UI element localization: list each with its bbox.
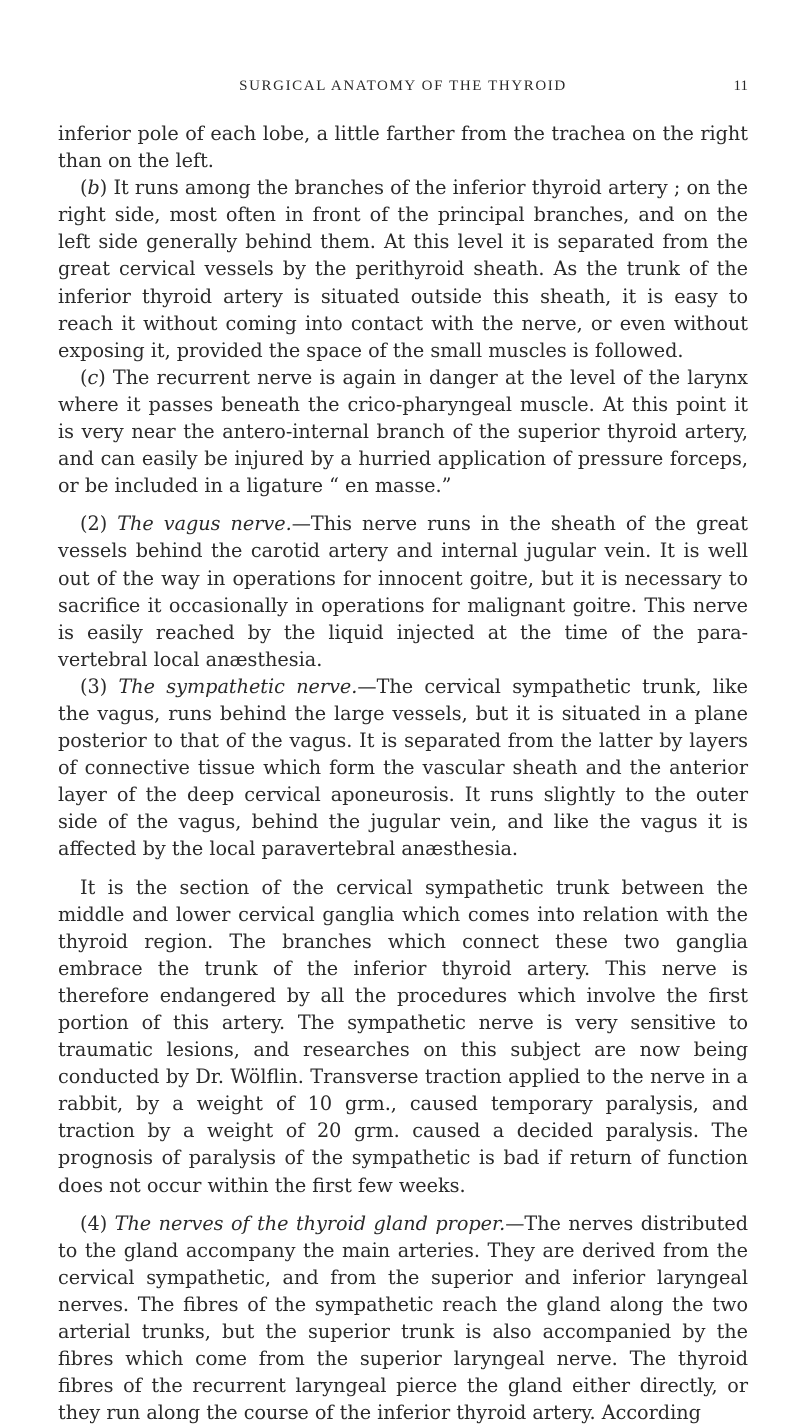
paragraph: (b) It runs among the branches of the inferior thyroid artery ; on the right side, most often in front of the principal branches, and on the left side generally behind them. At this level it is separated from the great cervical vessels by the perithyroid sheath. As the trunk of the inferior thyroid artery is situated outside this sheath, it is easy to reach it without coming into contact with the nerve, or even without exposing it, provided the space of the small muscles is followed. — [58, 176, 748, 362]
paragraph — [58, 874, 748, 1199]
running-title: SURGICAL ANATOMY OF THE THYROID — [239, 78, 567, 94]
paragraph-text: inferior pole of each lobe, a little farther from the trachea on the right than on the left. — [58, 122, 748, 173]
paragraph-text: It is the section of the cervical sympathetic trunk between the middle and lower cervical ganglia which comes into relation with the thyroid region. The branches which connect these two ganglia embrace the trunk of the inferior thyroid artery. This nerve is therefore endangered by all the procedures which involve the first portion of this artery. The sympathetic nerve is very sensitive to traumatic lesions, and researches on this subject are now being conducted by Dr. Wölflin. Transverse traction applied to the nerve in a rabbit, by a weight of 10 grm., caused temporary paralysis, and traction by a weight of 20 grm. caused a decided paralysis. The prognosis of paralysis of the sympathetic is bad if return of function does not occur within the first few weeks. — [58, 875, 748, 1197]
paragraph — [58, 673, 748, 863]
paragraph — [58, 120, 748, 174]
paragraph-text: It runs among the branches of the inferior thyroid artery ; on the right side, most often in front of the principal branches, and on the left side generally behind them. At this level it is separated from the great cervical vessels by the perithyroid sheath. As the trunk of the inferior thyroid artery is situated outside this sheath, it is easy to reach it without coming into contact with the nerve, or even without exposing it, provided the space of the small muscles is followed. — [58, 176, 748, 362]
body-text — [58, 120, 748, 1426]
paragraph — [58, 1210, 748, 1426]
section-number: (3) — [80, 674, 108, 698]
paragraph-text: —This nerve runs in the sheath of the great vessels behind the carotid artery and internal jugular vein. It is well out of the way in operations for innocent goitre, but it is necessary to sacrifice it occasionally in operations for malignant goitre. This nerve is easily reached by the liquid injected at the time of the para-vertebral local anæsthesia. — [58, 512, 748, 671]
list-marker: c — [87, 365, 99, 389]
paragraph-text: —The nerves distributed to the gland accompany the main arteries. They are derived from the cervical sympathetic, and from the superior and inferior laryngeal nerves. The fibres of the sympathetic reach the gland along the two arterial trunks, but the superior trunk is also accompanied by the fibres which come from the superior laryngeal nerve. The thyroid fibres of the recurrent laryngeal pierce the gland either directly, or they run along the course of the inferior thyroid artery. According — [58, 1211, 748, 1425]
paragraph — [58, 510, 748, 673]
paragraph: (c) The recurrent nerve is again in danger at the level of the larynx where it passes beneath the crico-pharyngeal muscle. At this point it is very near the antero-internal branch of the superior thyroid artery, and can easily be injured by a hurried application of pressure forceps, or be included in a ligature “ en masse.” — [58, 365, 748, 498]
section-title: The nerves of the thyroid gland proper. — [114, 1211, 506, 1235]
section-title: The vagus nerve. — [117, 512, 292, 536]
section-number: (2) — [80, 512, 108, 536]
paragraph-text: The recurrent nerve is again in danger at the level of the larynx where it passes beneath the crico-pharyngeal muscle. At this point it is very near the antero-internal branch of the superior thyroid artery, and can easily be injured by a hurried application of pressure forceps, or be included in a ligature “ en masse.” — [58, 365, 748, 498]
page-number: 11 — [733, 78, 748, 94]
section-number: (4) — [80, 1211, 108, 1235]
paragraph-text: —The cervical sympathetic trunk, like the vagus, runs behind the large vessels, but it is situated in a plane posterior to that of the vagus. It is separated from the latter by layers of connective tissue which form the vascular sheath and the anterior layer of the deep cervical aponeurosis. It runs slightly to the outer side of the vagus, behind the jugular vein, and like the vagus it is affected by the local paravertebral anæsthesia. — [58, 674, 748, 861]
list-marker: b — [87, 176, 100, 200]
running-head — [58, 78, 748, 102]
section-title: The sympathetic nerve. — [118, 674, 358, 698]
